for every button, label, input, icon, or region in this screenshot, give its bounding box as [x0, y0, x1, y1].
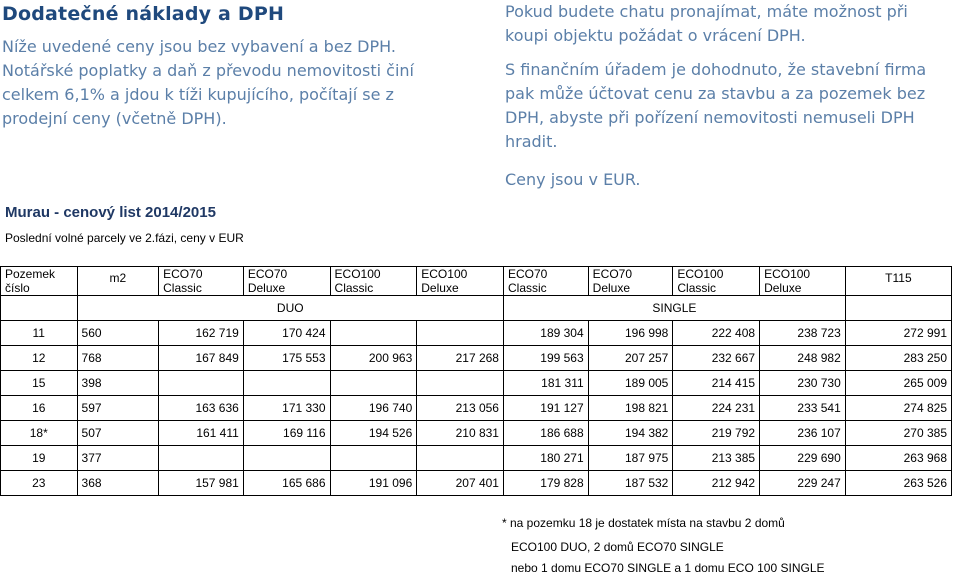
table-cell: 181 311 [503, 371, 588, 396]
header-plot-number: Pozemek číslo [1, 267, 78, 296]
table-cell: 263 526 [845, 471, 951, 496]
table-cell: 167 849 [159, 346, 244, 371]
intro-text [2, 35, 472, 131]
table-cell: 189 304 [503, 321, 588, 346]
table-row [1, 421, 952, 446]
group-duo: DUO [77, 296, 503, 321]
header-duo-eco100-deluxe: ECO100 Deluxe [417, 267, 504, 296]
table-cell: 187 975 [588, 446, 673, 471]
table-cell: 196 998 [588, 321, 673, 346]
table-cell: 15 [1, 371, 78, 396]
table-cell: 207 257 [588, 346, 673, 371]
table-cell: 283 250 [845, 346, 951, 371]
table-cell: 179 828 [503, 471, 588, 496]
table-row [1, 446, 952, 471]
table-cell: 217 268 [417, 346, 504, 371]
table-cell: 768 [77, 346, 159, 371]
table-cell [243, 446, 330, 471]
table-cell: 191 127 [503, 396, 588, 421]
page-title: Dodatečné náklady a DPH [2, 3, 285, 25]
table-cell: 161 411 [159, 421, 244, 446]
header-single-eco100-deluxe: ECO100 Deluxe [760, 267, 846, 296]
table-cell: 157 981 [159, 471, 244, 496]
table-row [1, 396, 952, 421]
currency-note: Ceny jsou v EUR. [505, 170, 641, 189]
table-cell: 11 [1, 321, 78, 346]
table-cell: 16 [1, 396, 78, 421]
table-cell: 196 740 [330, 396, 417, 421]
footnote: * na pozemku 18 je dostatek místa na stavbu 2 domů [502, 516, 785, 530]
header-area: m2 [77, 267, 159, 296]
table-cell [417, 446, 504, 471]
table-cell: 175 553 [243, 346, 330, 371]
footnote: ECO100 DUO, 2 domů ECO70 SINGLE [511, 540, 724, 554]
table-cell: 248 982 [760, 346, 846, 371]
table-cell: 233 541 [760, 396, 846, 421]
left-column [2, 0, 472, 131]
table-cell: 222 408 [673, 321, 760, 346]
table-cell [330, 446, 417, 471]
table-cell: 18* [1, 421, 78, 446]
table-cell [159, 446, 244, 471]
table-cell: 162 719 [159, 321, 244, 346]
table-cell: 198 821 [588, 396, 673, 421]
table-cell: 377 [77, 446, 159, 471]
text-line: hradit. [505, 132, 558, 151]
table-cell: 265 009 [845, 371, 951, 396]
table-cell: 272 991 [845, 321, 951, 346]
text-line: pak může účtovat cenu za stavbu a za pozemek bez [505, 84, 926, 103]
table-cell: 186 688 [503, 421, 588, 446]
table-cell: 191 096 [330, 471, 417, 496]
intro-line: prodejní ceny (včetně DPH). [2, 109, 227, 128]
table-cell [330, 371, 417, 396]
table-cell [1, 296, 78, 321]
vat-refund-paragraph [505, 0, 960, 48]
table-cell: 229 247 [760, 471, 846, 496]
table-cell: 597 [77, 396, 159, 421]
table-cell: 171 330 [243, 396, 330, 421]
table-row [1, 346, 952, 371]
header-duo-eco70-deluxe: ECO70 Deluxe [243, 267, 330, 296]
table-cell: 200 963 [330, 346, 417, 371]
tax-office-paragraph [505, 58, 960, 154]
table-cell [159, 371, 244, 396]
footnote: nebo 1 domu ECO70 SINGLE a 1 domu ECO 100 SINGLE [511, 561, 825, 575]
table-cell: 219 792 [673, 421, 760, 446]
table-cell: 368 [77, 471, 159, 496]
table-cell: 165 686 [243, 471, 330, 496]
table-cell: 230 730 [760, 371, 846, 396]
table-cell: 213 385 [673, 446, 760, 471]
text-line: S finančním úřadem je dohodnuto, že stavební firma [505, 60, 927, 79]
table-row [1, 471, 952, 496]
table-cell: 23 [1, 471, 78, 496]
text-line: Pokud budete chatu pronajímat, máte možnost při [505, 2, 908, 21]
header-single-eco70-deluxe: ECO70 Deluxe [588, 267, 673, 296]
table-cell [330, 321, 417, 346]
table-cell: 210 831 [417, 421, 504, 446]
table-cell [243, 371, 330, 396]
table-cell: 214 415 [673, 371, 760, 396]
table-row [1, 321, 952, 346]
table-cell: 194 526 [330, 421, 417, 446]
intro-line: Notářské poplatky a daň z převodu nemovitosti činí [2, 61, 414, 80]
table-cell [417, 371, 504, 396]
text-line: DPH, abyste při pořízení nemovitosti nemuseli DPH [505, 108, 915, 127]
header-single-eco100-classic: ECO100 Classic [673, 267, 760, 296]
intro-line: Níže uvedené ceny jsou bez vybavení a bez DPH. [2, 37, 396, 56]
table-cell: 12 [1, 346, 78, 371]
header-single-eco70-classic: ECO70 Classic [503, 267, 588, 296]
table-cell: 19 [1, 446, 78, 471]
table-group-row [1, 296, 952, 321]
table-cell: 238 723 [760, 321, 846, 346]
header-t115: T115 [845, 267, 951, 296]
table-cell: 229 690 [760, 446, 846, 471]
table-cell: 270 385 [845, 421, 951, 446]
table-cell: 232 667 [673, 346, 760, 371]
table-cell: 507 [77, 421, 159, 446]
table-cell: 199 563 [503, 346, 588, 371]
table-cell: 187 532 [588, 471, 673, 496]
price-table [0, 266, 952, 496]
intro-line: celkem 6,1% a jdou k tíži kupujícího, počítají se z [2, 85, 394, 104]
table-body [1, 321, 952, 496]
price-list-subtitle: Poslední volné parcely ve 2.fázi, ceny v EUR [5, 231, 244, 245]
table-cell: 213 056 [417, 396, 504, 421]
table-cell: 224 231 [673, 396, 760, 421]
table-row [1, 371, 952, 396]
table-cell: 169 116 [243, 421, 330, 446]
price-list-title: Murau - cenový list 2014/2015 [5, 204, 216, 221]
table-cell: 194 382 [588, 421, 673, 446]
table-cell [417, 321, 504, 346]
text-line: koupi objektu požádat o vrácení DPH. [505, 26, 806, 45]
table-cell: 236 107 [760, 421, 846, 446]
table-cell [845, 296, 951, 321]
table-cell: 212 942 [673, 471, 760, 496]
table-cell: 163 636 [159, 396, 244, 421]
header-duo-eco70-classic: ECO70 Classic [159, 267, 244, 296]
right-column [505, 0, 960, 192]
table-cell: 170 424 [243, 321, 330, 346]
header-duo-eco100-classic: ECO100 Classic [330, 267, 417, 296]
table-cell: 274 825 [845, 396, 951, 421]
group-single: SINGLE [503, 296, 845, 321]
table-cell: 263 968 [845, 446, 951, 471]
table-header-row [1, 267, 952, 296]
table-cell: 189 005 [588, 371, 673, 396]
table-cell: 180 271 [503, 446, 588, 471]
table-cell: 207 401 [417, 471, 504, 496]
table-cell: 560 [77, 321, 159, 346]
table-cell: 398 [77, 371, 159, 396]
